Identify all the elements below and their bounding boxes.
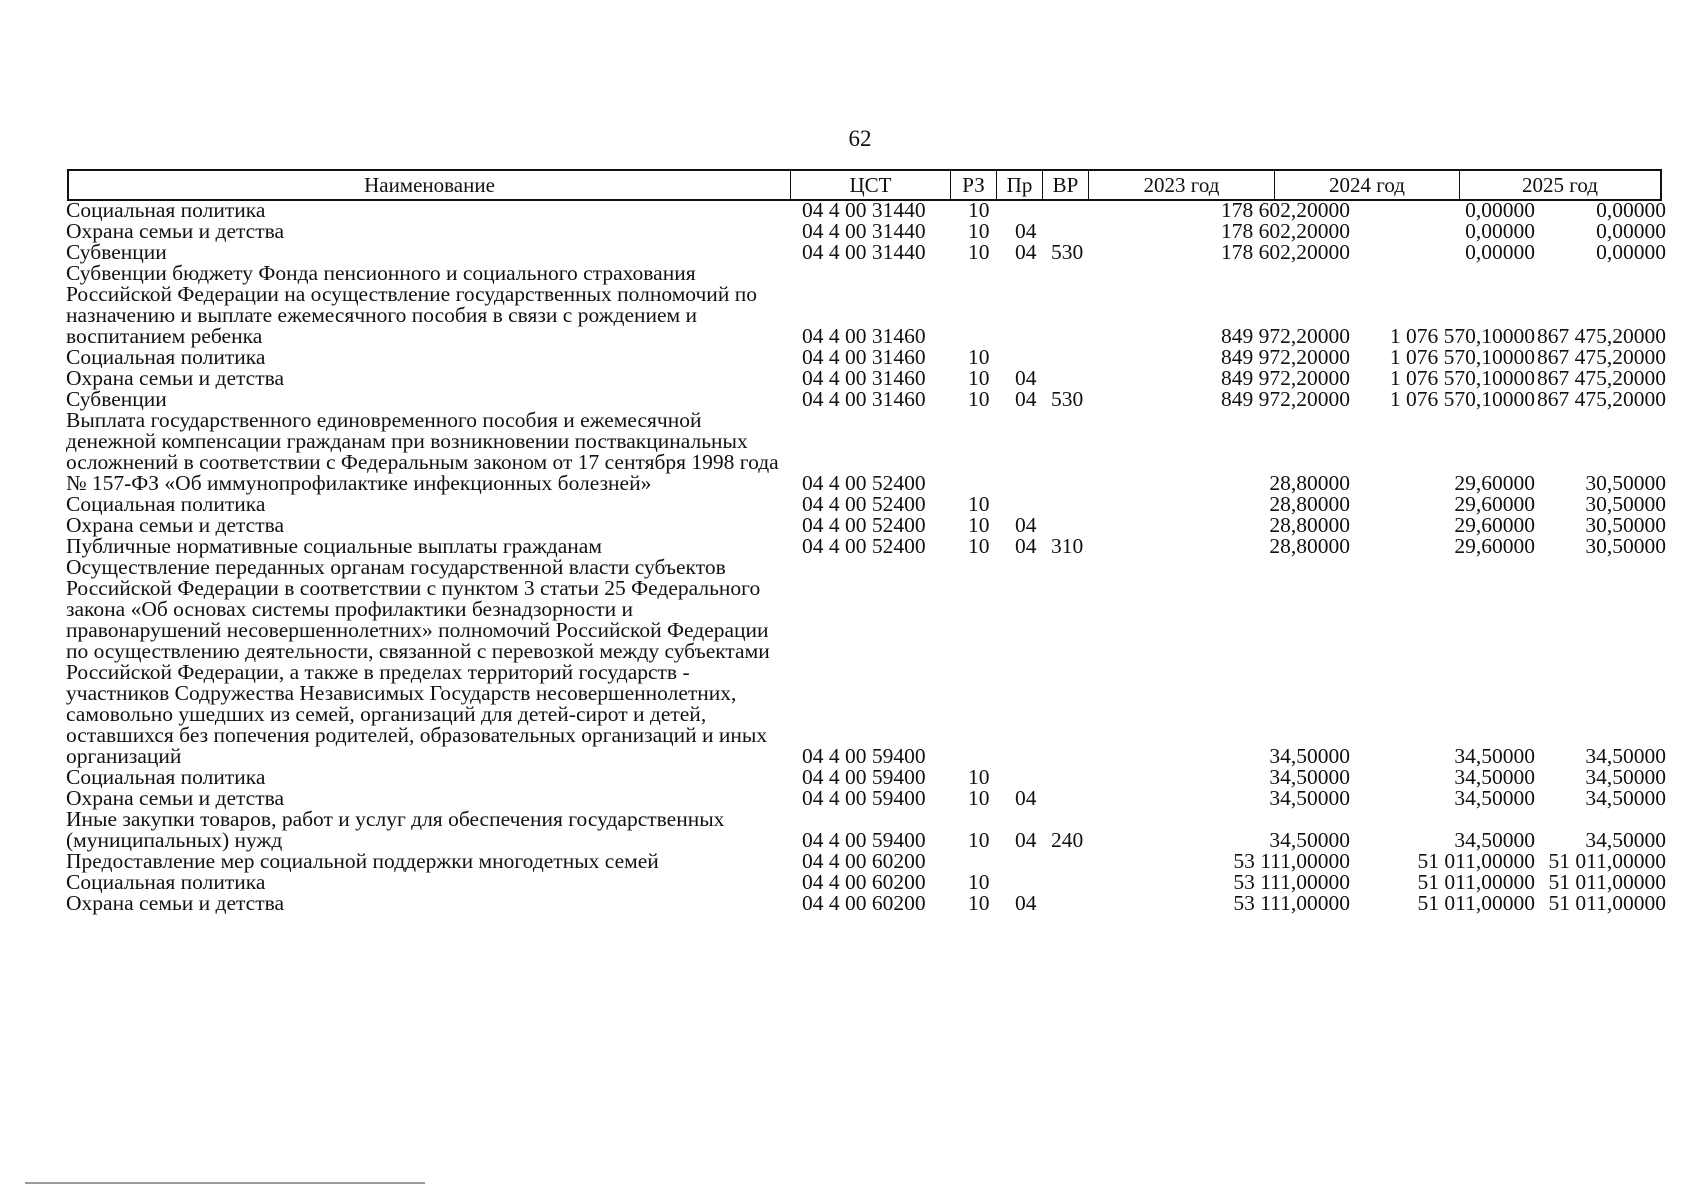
cell-y2025: 51 011,00000: [1548, 849, 1666, 873]
cell-y2025: 0,00000: [1596, 219, 1666, 243]
cell-name: Публичные нормативные социальные выплаты гражданам: [66, 534, 602, 558]
cell-y2024: 34,50000: [1454, 786, 1535, 810]
cell-name: Социальная политика: [66, 345, 266, 369]
cell-rz: 10: [968, 513, 990, 537]
cell-y2023: 28,80000: [1269, 513, 1350, 537]
cell-pr: 04: [1015, 240, 1037, 264]
cell-y2025: 30,50000: [1585, 471, 1666, 495]
cell-y2024: 34,50000: [1454, 765, 1535, 789]
cell-name: Охрана семьи и детства: [66, 219, 285, 243]
cell-y2024: 0,00000: [1465, 198, 1535, 222]
cell-cst: 04 4 00 31460: [802, 366, 926, 390]
table-row: [66, 851, 1666, 872]
cell-y2023: 53 111,00000: [1233, 849, 1350, 873]
column-header-name: Наименование: [69, 171, 791, 199]
cell-vr: 530: [1051, 240, 1084, 264]
cell-y2025: 867 475,20000: [1537, 345, 1666, 369]
cell-name: Охрана семьи и детства: [66, 513, 285, 537]
cell-y2023: 53 111,00000: [1233, 870, 1350, 894]
cell-y2024: 1 076 570,10000: [1389, 345, 1535, 369]
table-row: [66, 557, 1666, 767]
table-row: [66, 410, 1666, 494]
cell-cst: 04 4 00 31440: [802, 219, 926, 243]
table-header: [67, 169, 1662, 201]
cell-y2025: 34,50000: [1585, 786, 1666, 810]
cell-name: Субвенции: [66, 387, 167, 411]
cell-pr: 04: [1015, 534, 1037, 558]
page-number: 62: [848, 126, 872, 151]
table-row: [66, 767, 1666, 788]
cell-y2025: 51 011,00000: [1548, 870, 1666, 894]
cell-rz: 10: [968, 534, 990, 558]
cell-cst: 04 4 00 59400: [802, 765, 926, 789]
cell-y2024: 0,00000: [1465, 240, 1535, 264]
cell-cst: 04 4 00 59400: [802, 828, 926, 852]
cell-cst: 04 4 00 31460: [802, 387, 926, 411]
column-header-2023: 2023 год: [1089, 171, 1275, 199]
cell-y2024: 51 011,00000: [1417, 849, 1535, 873]
cell-name: Охрана семьи и детства: [66, 786, 285, 810]
cell-y2024: 0,00000: [1465, 219, 1535, 243]
cell-vr: 240: [1051, 828, 1084, 852]
footer-divider: [25, 1182, 425, 1184]
cell-cst: 04 4 00 52400: [802, 534, 926, 558]
cell-cst: 04 4 00 60200: [802, 849, 926, 873]
cell-name: Выплата государственного единовременного пособия и ежемесячной денежной компенсации гражданам при возникновении поствакцинальных осложнений в соответствии с Федеральным законом от 17 сентября 1998 года № 157-ФЗ «Об иммунопрофилактике инфекционных болезней»: [66, 408, 779, 495]
cell-rz: 10: [968, 198, 990, 222]
cell-y2024: 1 076 570,10000: [1389, 324, 1535, 348]
cell-y2024: 34,50000: [1454, 828, 1535, 852]
cell-cst: 04 4 00 60200: [802, 891, 926, 915]
cell-y2023: 178 602,20000: [1221, 198, 1350, 222]
cell-y2023: 849 972,20000: [1221, 324, 1350, 348]
cell-rz: 10: [968, 891, 990, 915]
cell-y2025: 34,50000: [1585, 765, 1666, 789]
cell-name: Субвенции бюджету Фонда пенсионного и социального страхования Российской Федерации на осуществление государственных полномочий по назначению и выплате ежемесячного пособия в связи с рождением и воспитанием ребенка: [66, 261, 757, 348]
cell-name: Субвенции: [66, 240, 167, 264]
cell-rz: 10: [968, 366, 990, 390]
cell-cst: 04 4 00 60200: [802, 870, 926, 894]
cell-name: Осуществление переданных органам государственной власти субъектов Российской Федерации в соответствии с пунктом 3 статьи 25 Федерального закона «Об основах системы профилактики безнадзорности и правонарушений несовершеннолетних» полномочий Российской Федерации по осуществлению деятельности, связанной с перевозкой между субъектами Российской Федерации, а также в пределах территорий государств - участников Содружества Независимых Государств несовершеннолетних, самовольно ушедших из семей, организаций для детей-сирот и детей, оставшихся без попечения родителей, образовательных организаций и иных организаций: [66, 555, 770, 768]
cell-name: Охрана семьи и детства: [66, 366, 285, 390]
column-header-pr: Пр: [997, 171, 1043, 199]
cell-y2025: 34,50000: [1585, 744, 1666, 768]
cell-y2023: 849 972,20000: [1221, 345, 1350, 369]
cell-cst: 04 4 00 31440: [802, 240, 926, 264]
column-header-2025: 2025 год: [1522, 173, 1598, 197]
cell-rz: 10: [968, 387, 990, 411]
table-row: [66, 536, 1666, 557]
cell-y2024: 1 076 570,10000: [1389, 366, 1535, 390]
cell-y2023: 849 972,20000: [1221, 387, 1350, 411]
cell-y2023: 34,50000: [1269, 828, 1350, 852]
cell-y2025: 0,00000: [1596, 240, 1666, 264]
cell-name: Социальная политика: [66, 492, 266, 516]
cell-pr: 04: [1015, 219, 1037, 243]
cell-rz: 10: [968, 870, 990, 894]
cell-vr: 310: [1051, 534, 1084, 558]
table-row: [66, 893, 1666, 914]
cell-y2023: 28,80000: [1269, 471, 1350, 495]
cell-y2025: 867 475,20000: [1537, 366, 1666, 390]
table-row: [66, 494, 1666, 515]
table-row: [66, 389, 1666, 410]
cell-vr: 530: [1051, 387, 1084, 411]
cell-rz: 10: [968, 240, 990, 264]
cell-y2024: 1 076 570,10000: [1389, 387, 1535, 411]
table-row: [66, 200, 1666, 221]
cell-pr: 04: [1015, 387, 1037, 411]
cell-rz: 10: [968, 345, 990, 369]
table-row: [66, 347, 1666, 368]
cell-y2025: 867 475,20000: [1537, 324, 1666, 348]
cell-y2023: 28,80000: [1269, 492, 1350, 516]
cell-cst: 04 4 00 31440: [802, 198, 926, 222]
table-row: [66, 872, 1666, 893]
table-row: [66, 368, 1666, 389]
table-row: [66, 263, 1666, 347]
cell-y2023: 34,50000: [1269, 744, 1350, 768]
cell-pr: 04: [1015, 828, 1037, 852]
cell-name: Социальная политика: [66, 765, 266, 789]
cell-cst: 04 4 00 52400: [802, 492, 926, 516]
table-body: [66, 200, 1666, 914]
cell-rz: 10: [968, 219, 990, 243]
cell-name: Социальная политика: [66, 870, 266, 894]
cell-y2025: 30,50000: [1585, 534, 1666, 558]
table-row: [66, 788, 1666, 809]
cell-y2025: 51 011,00000: [1548, 891, 1666, 915]
cell-y2025: 30,50000: [1585, 513, 1666, 537]
column-header-2024: 2024 год: [1275, 171, 1460, 199]
cell-y2023: 34,50000: [1269, 765, 1350, 789]
cell-y2024: 29,60000: [1454, 492, 1535, 516]
cell-rz: 10: [968, 786, 990, 810]
cell-y2023: 53 111,00000: [1233, 891, 1350, 915]
cell-y2024: 51 011,00000: [1417, 891, 1535, 915]
cell-pr: 04: [1015, 786, 1037, 810]
cell-rz: 10: [968, 492, 990, 516]
cell-y2023: 178 602,20000: [1221, 219, 1350, 243]
column-header-vr: ВР: [1043, 171, 1089, 199]
cell-pr: 04: [1015, 891, 1037, 915]
cell-name: Охрана семьи и детства: [66, 891, 285, 915]
table-row: [66, 515, 1666, 536]
cell-y2023: 28,80000: [1269, 534, 1350, 558]
table-row: [66, 242, 1666, 263]
cell-y2024: 29,60000: [1454, 513, 1535, 537]
cell-cst: 04 4 00 52400: [802, 471, 926, 495]
cell-cst: 04 4 00 31460: [802, 324, 926, 348]
cell-y2024: 34,50000: [1454, 744, 1535, 768]
cell-y2023: 178 602,20000: [1221, 240, 1350, 264]
cell-pr: 04: [1015, 366, 1037, 390]
cell-name: Предоставление мер социальной поддержки многодетных семей: [66, 849, 659, 873]
cell-y2025: 0,00000: [1596, 198, 1666, 222]
cell-name: Иные закупки товаров, работ и услуг для обеспечения государственных (муниципальных) нужд: [66, 807, 725, 852]
cell-y2025: 30,50000: [1585, 492, 1666, 516]
table-row: [66, 809, 1666, 851]
column-header-rz: РЗ: [951, 171, 997, 199]
cell-cst: 04 4 00 59400: [802, 744, 926, 768]
column-header-cst: ЦСТ: [791, 171, 951, 199]
cell-y2024: 29,60000: [1454, 471, 1535, 495]
cell-y2024: 51 011,00000: [1417, 870, 1535, 894]
cell-y2023: 849 972,20000: [1221, 366, 1350, 390]
cell-pr: 04: [1015, 513, 1037, 537]
cell-y2024: 29,60000: [1454, 534, 1535, 558]
cell-cst: 04 4 00 52400: [802, 513, 926, 537]
table-row: [66, 221, 1666, 242]
cell-y2023: 34,50000: [1269, 786, 1350, 810]
cell-y2025: 867 475,20000: [1537, 387, 1666, 411]
cell-cst: 04 4 00 59400: [802, 786, 926, 810]
cell-rz: 10: [968, 765, 990, 789]
cell-cst: 04 4 00 31460: [802, 345, 926, 369]
cell-y2025: 34,50000: [1585, 828, 1666, 852]
cell-name: Социальная политика: [66, 198, 266, 222]
cell-rz: 10: [968, 828, 990, 852]
